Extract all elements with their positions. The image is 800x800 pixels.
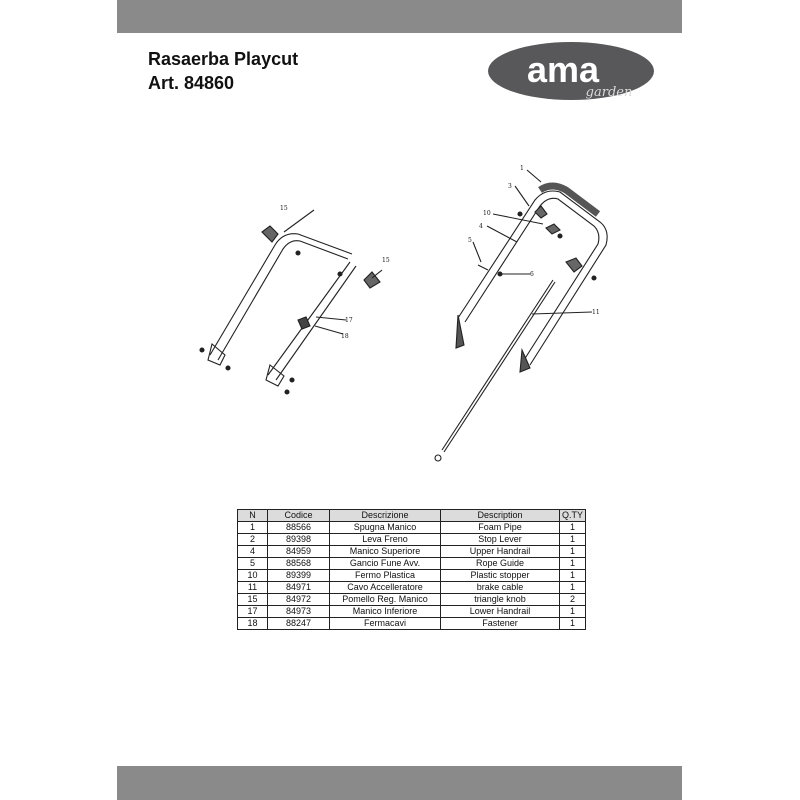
table-row: [238, 618, 586, 630]
table-row: [238, 558, 586, 570]
callout-3: 3: [508, 183, 512, 190]
cell-codice: 88247: [268, 618, 330, 630]
cell-codice: 84973: [268, 606, 330, 618]
cell-codice: 89399: [268, 570, 330, 582]
upper-handrail-drawing: [435, 170, 607, 461]
parts-table-header-row: [238, 510, 586, 522]
cell-n: 5: [238, 558, 268, 570]
callout-15-right: 15: [382, 257, 390, 264]
cell-qty: 2: [560, 594, 586, 606]
callout-5: 5: [468, 237, 472, 244]
cell-codice: 89398: [268, 534, 330, 546]
cell-description: Plastic stopper: [441, 570, 560, 582]
cell-qty: 1: [560, 618, 586, 630]
title-line-article: Art. 84860: [148, 73, 235, 93]
cell-description: Foam Pipe: [441, 522, 560, 534]
cell-descrizione: Manico Superiore: [330, 546, 441, 558]
cell-n: 10: [238, 570, 268, 582]
col-header-qty: Q.TY: [560, 510, 586, 522]
logo-tagline-text: garden: [585, 85, 633, 100]
cell-qty: 1: [560, 606, 586, 618]
callout-11: 11: [592, 309, 600, 316]
cell-n: 15: [238, 594, 268, 606]
bottom-bar: [117, 766, 682, 800]
table-row: [238, 570, 586, 582]
cell-descrizione: Manico Inferiore: [330, 606, 441, 618]
exploded-parts-diagram: [180, 150, 640, 480]
cell-descrizione: Fermo Plastica: [330, 570, 441, 582]
table-row: [238, 546, 586, 558]
cell-qty: 1: [560, 582, 586, 594]
col-header-codice: Codice: [268, 510, 330, 522]
cell-qty: 1: [560, 522, 586, 534]
cell-description: Lower Handrail: [441, 606, 560, 618]
cell-qty: 1: [560, 558, 586, 570]
cell-qty: 1: [560, 534, 586, 546]
table-row: [238, 534, 586, 546]
cell-descrizione: Leva Freno: [330, 534, 441, 546]
ama-garden-logo: [487, 40, 657, 106]
lower-handrail-drawing: [200, 210, 382, 394]
table-row: [238, 606, 586, 618]
cell-description: triangle knob: [441, 594, 560, 606]
col-header-description: Description: [441, 510, 560, 522]
cell-descrizione: Cavo Accelleratore: [330, 582, 441, 594]
cell-codice: 84959: [268, 546, 330, 558]
cell-n: 11: [238, 582, 268, 594]
cell-qty: 1: [560, 546, 586, 558]
cell-description: Rope Guide: [441, 558, 560, 570]
cell-codice: 84972: [268, 594, 330, 606]
cell-description: Fastener: [441, 618, 560, 630]
cell-n: 17: [238, 606, 268, 618]
cell-descrizione: Spugna Manico: [330, 522, 441, 534]
callout-10: 10: [483, 210, 491, 217]
callout-6: 6: [530, 271, 534, 278]
callout-15-left: 15: [280, 205, 288, 212]
cell-n: 18: [238, 618, 268, 630]
cell-codice: 84971: [268, 582, 330, 594]
title-line-product: Rasaerba Playcut: [148, 49, 299, 69]
logo-brand-text: ama: [526, 49, 600, 90]
table-row: [238, 582, 586, 594]
cell-qty: 1: [560, 570, 586, 582]
document-title: [148, 47, 298, 95]
cell-descrizione: Gancio Fune Avv.: [330, 558, 441, 570]
cell-description: Upper Handrail: [441, 546, 560, 558]
cell-n: 1: [238, 522, 268, 534]
cell-description: Stop Lever: [441, 534, 560, 546]
cell-description: brake cable: [441, 582, 560, 594]
callout-4: 4: [479, 223, 483, 230]
cell-n: 4: [238, 546, 268, 558]
cell-descrizione: Pomello Reg. Manico: [330, 594, 441, 606]
cell-codice: 88566: [268, 522, 330, 534]
callout-1: 1: [520, 165, 524, 172]
col-header-descrizione: Descrizione: [330, 510, 441, 522]
callout-18: 18: [341, 333, 349, 340]
col-header-n: N: [238, 510, 268, 522]
cell-descrizione: Fermacavi: [330, 618, 441, 630]
parts-table-body: [238, 522, 586, 630]
parts-table: [237, 509, 586, 630]
cell-codice: 88568: [268, 558, 330, 570]
table-row: [238, 594, 586, 606]
cell-n: 2: [238, 534, 268, 546]
callout-17: 17: [345, 317, 353, 324]
top-bar: [117, 0, 682, 33]
table-row: [238, 522, 586, 534]
